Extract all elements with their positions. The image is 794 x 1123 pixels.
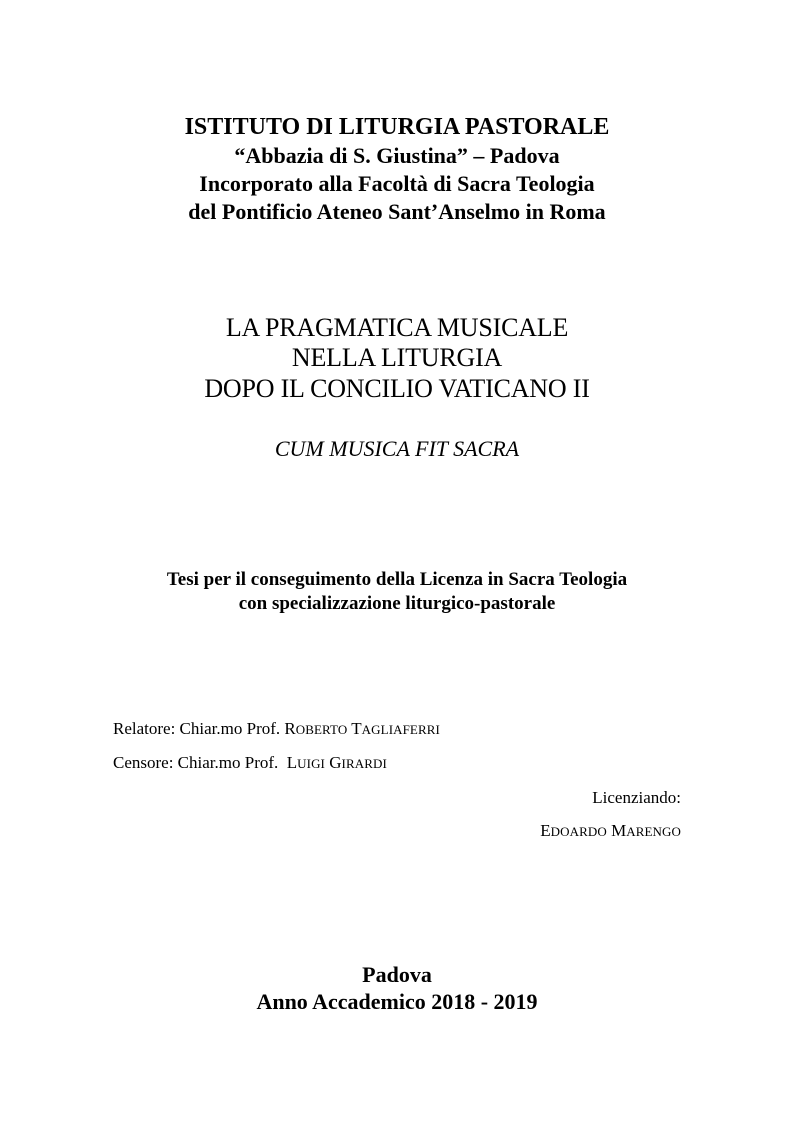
censor-label: Censore: Chiar.mo Prof. <box>113 753 279 772</box>
thesis-subtitle: CUM MUSICA FIT SACRA <box>274 436 520 461</box>
degree-purpose-line-1: Tesi per il conseguimento della Licenza in Sacra Teologia <box>166 569 628 590</box>
candidate-label: Licenziando: <box>592 788 681 807</box>
censor-line <box>113 752 387 775</box>
supervisor-name: ROBERTO TAGLIAFERRI <box>284 719 440 738</box>
censor-name: LUIGI GIRARDI <box>286 753 387 772</box>
institute-name: ISTITUTO DI LITURGIA PASTORALE <box>184 114 610 140</box>
academic-year: Anno Accademico 2018 - 2019 <box>256 989 538 1014</box>
thesis-title-line-1: LA PRAGMATICA MUSICALE <box>225 313 569 342</box>
city: Padova <box>362 962 432 987</box>
supervisor-line <box>113 718 440 741</box>
degree-purpose-line-2: con specializzazione liturgico-pastorale <box>238 593 556 614</box>
thesis-title-line-3: DOPO IL CONCILIO VATICANO II <box>204 374 590 403</box>
candidate-name: EDOARDO MARENGO <box>540 821 681 840</box>
thesis-title-line-2: NELLA LITURGIA <box>291 343 503 372</box>
incorporation-line: Incorporato alla Facoltà di Sacra Teologia <box>199 171 595 196</box>
athenaeum-line: del Pontificio Ateneo Sant’Anselmo in Roma <box>188 199 606 224</box>
supervisor-label: Relatore: Chiar.mo Prof. <box>113 719 281 738</box>
abbey-name: “Abbazia di S. Giustina” – Padova <box>234 143 560 168</box>
